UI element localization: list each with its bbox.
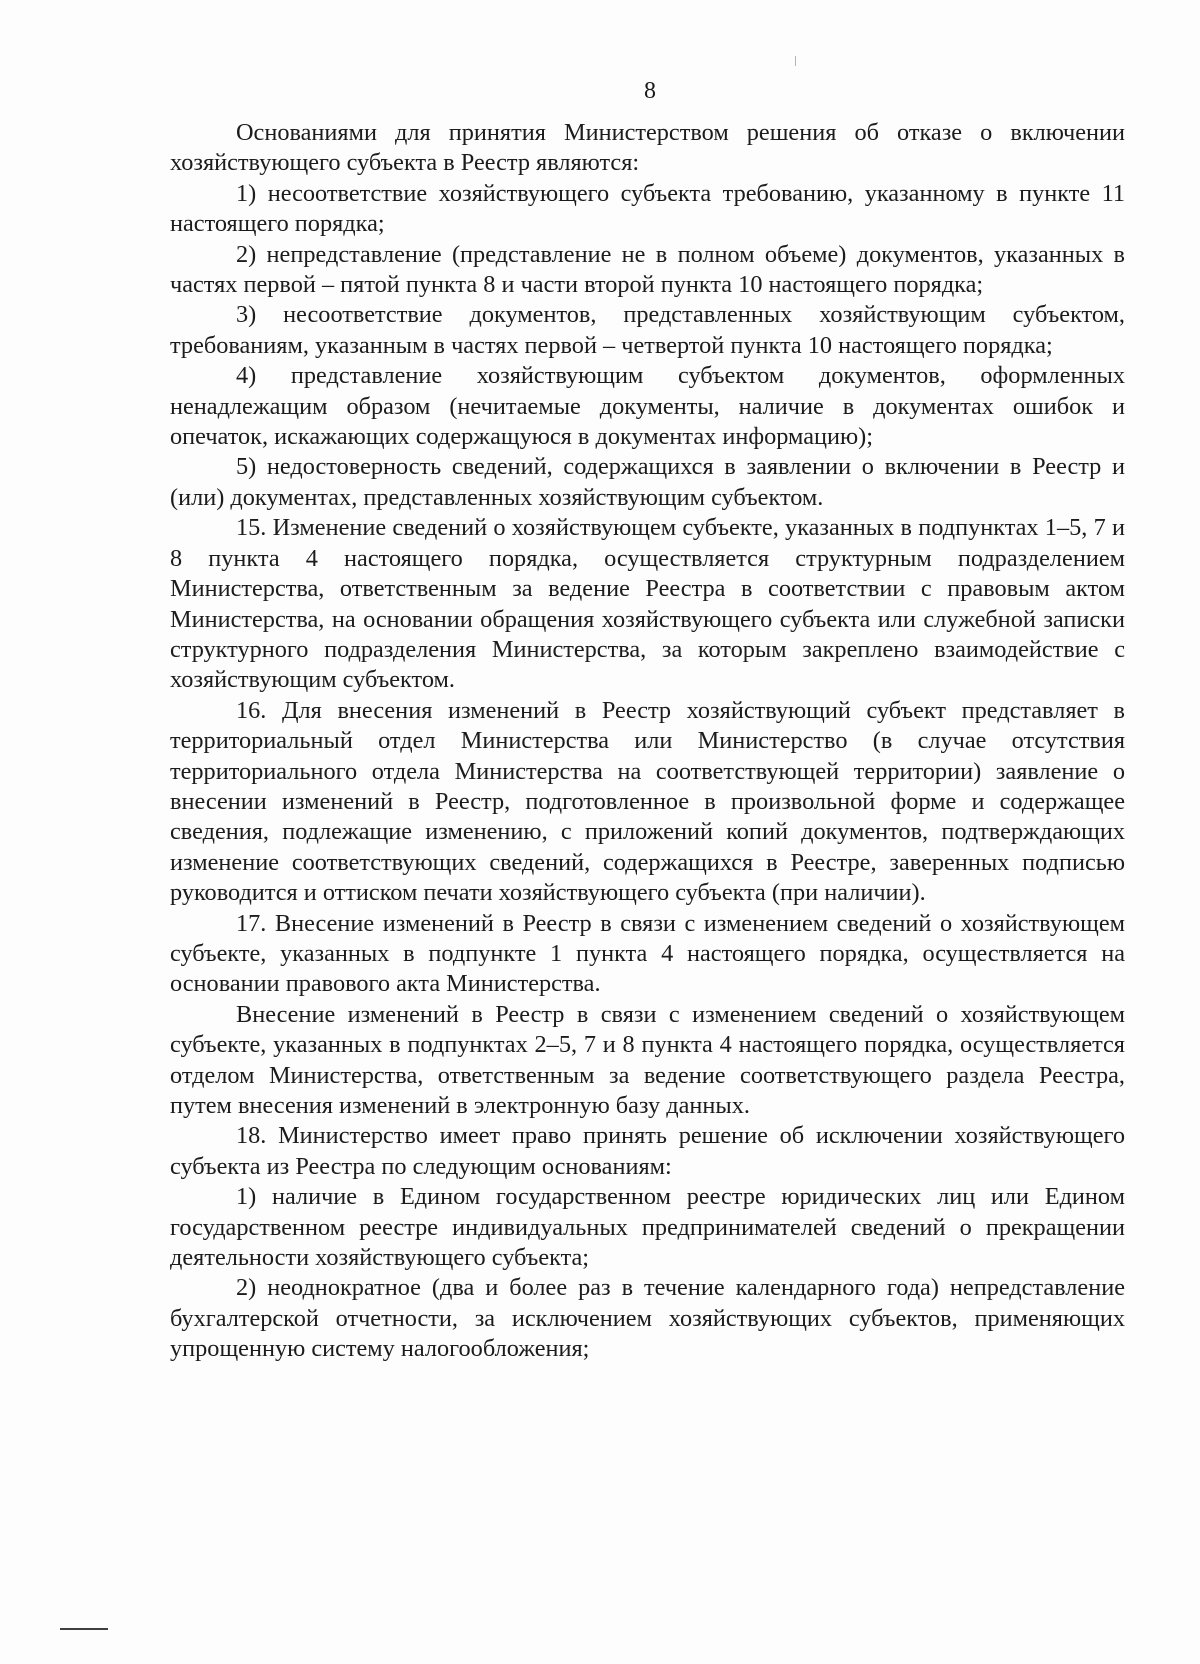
scan-artifact-top (795, 56, 796, 66)
paragraph-exclusion-item-2: 2) неоднократное (два и более раз в течение календарного года) непредставление бухгалтерской отчетности, за исключением хозяйствующих субъектов, применяющих упрощенную систему налогообложения; (170, 1274, 1125, 1363)
paragraph-exclusion-item-1: 1) наличие в Едином государственном реестре юридических лиц или Едином государственном реестре индивидуальных предпринимателей сведений о прекращении деятельности хозяйствующего субъекта; (170, 1183, 1125, 1272)
paragraph-refusal-item-5: 5) недостоверность сведений, содержащихся в заявлении о включении в Реестр и (или) документах, представленных хозяйствующим субъектом. (170, 453, 1125, 511)
scan-artifact-bottom (60, 1628, 108, 1630)
paragraph-clause-18: 18. Министерство имеет право принять решение об исключении хозяйствующего субъекта из Реестра по следующим основаниям: (170, 1122, 1125, 1180)
paragraph-clause-17-part-2: Внесение изменений в Реестр в связи с изменением сведений о хозяйствующем субъекте, указанных в подпунктах 2–5, 7 и 8 пункта 4 настоящего порядка, осуществляется отделом Министерства, ответственным за ведение соответствующего раздела Реестра, путем внесения изменений в электронную базу данных. (170, 1000, 1125, 1119)
paragraph-clause-17: 17. Внесение изменений в Реестр в связи с изменением сведений о хозяйствующем субъекте, указанных в подпункте 1 пункта 4 настоящего порядка, осуществляется на основании правового акта Министерства. (170, 909, 1125, 998)
document-body (170, 118, 1125, 1365)
paragraph-grounds-for-refusal: Основаниями для принятия Министерством решения об отказе о включении хозяйствующего субъекта в Реестр являются: (170, 119, 1125, 177)
paragraph-refusal-item-3: 3) несоответствие документов, представленных хозяйствующим субъектом, требованиям, указанным в частях первой – четвертой пункта 10 настоящего порядка; (170, 301, 1125, 359)
paragraph-refusal-item-1: 1) несоответствие хозяйствующего субъекта требованию, указанному в пункте 11 настоящего порядка; (170, 179, 1125, 238)
paragraph-clause-15: 15. Изменение сведений о хозяйствующем субъекте, указанных в подпунктах 1–5, 7 и 8 пункта 4 настоящего порядка, осуществляется структурным подразделением Министерства, ответственным за ведение Реестра в соответствии с правовым актом Министерства, на основании обращения хозяйствующего субъекта или служебной записки структурного подразделения Министерства, за которым закреплено взаимодействие с хозяйствующим субъектом. (170, 514, 1125, 694)
paragraph-refusal-item-2: 2) непредставление (представление не в полном объеме) документов, указанных в частях первой – пятой пункта 8 и части второй пункта 10 настоящего порядка; (170, 240, 1125, 299)
page-number: 8 (644, 78, 656, 104)
paragraph-clause-16: 16. Для внесения изменений в Реестр хозяйствующий субъект представляет в территориальный отдел Министерства или Министерство (в случае отсутствия территориального отдела Министерства на соответствующей территории) заявление о внесении изменений в Реестр, подготовленное в произвольной форме и содержащее сведения, подлежащие изменению, с приложений копий документов, подтверждающих изменение соответствующих сведений, содержащихся в Реестре, заверенных подписью руководится и оттиском печати хозяйствующего субъекта (при наличии). (170, 696, 1125, 907)
paragraph-refusal-item-4: 4) представление хозяйствующим субъектом документов, оформленных ненадлежащим образом (нечитаемые документы, наличие в документах ошибок и опечаток, искажающих содержащуюся в документах информацию); (170, 362, 1125, 451)
